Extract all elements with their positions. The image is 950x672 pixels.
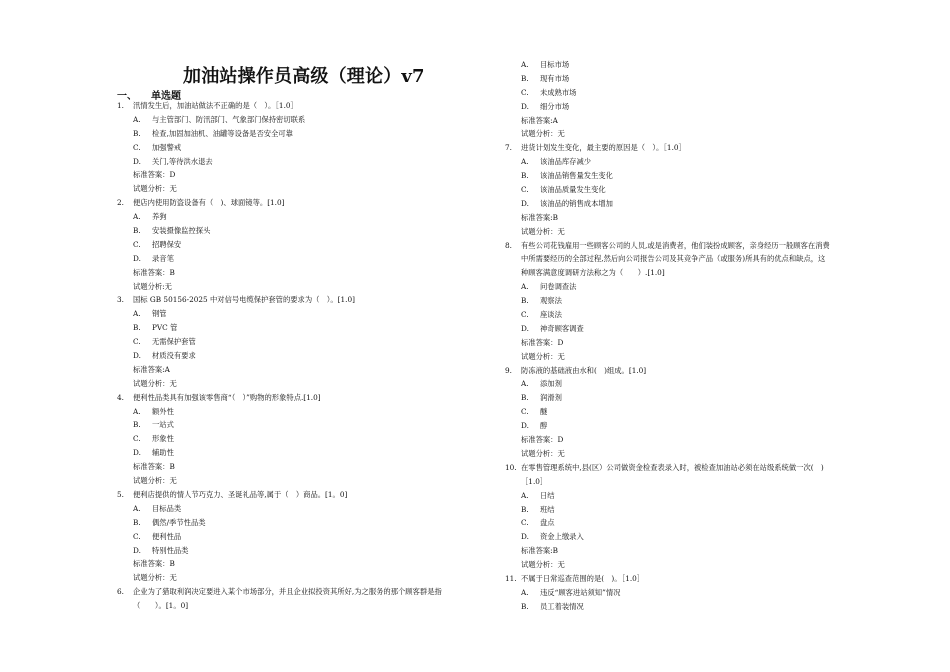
- question-stem: [117, 293, 517, 307]
- option-text: 醇: [540, 421, 548, 431]
- option-letter: B.: [133, 323, 141, 333]
- option-letter: C.: [521, 518, 529, 528]
- option-text: 材质没有要求: [152, 351, 196, 361]
- question-text: 企业为了猎取利润决定要进入某个市场部分，并且企业拟投资其所好,为之服务的那个顾客群是指: [133, 587, 442, 597]
- answer-option: [117, 210, 517, 224]
- answer-option: [117, 544, 517, 558]
- option-text: 现有市场: [540, 73, 570, 83]
- option-text: 观察法: [540, 296, 562, 306]
- question-number: 11.: [505, 573, 517, 583]
- answer-option: [117, 418, 517, 432]
- answer-meta: 试题分析：无: [133, 476, 177, 486]
- option-text: 该油品库存减少: [540, 157, 592, 167]
- option-letter: C.: [133, 434, 141, 444]
- answer-option: [505, 100, 905, 114]
- option-text: 录音笔: [152, 253, 174, 263]
- option-text: 与主管部门、防汛部门、气象部门保持密切联系: [152, 114, 306, 124]
- answer-meta: 标准答案：D: [521, 435, 564, 445]
- answer-option: [505, 72, 905, 86]
- option-letter: D.: [133, 351, 141, 361]
- option-letter: C.: [521, 310, 529, 320]
- option-text: 偶然/季节性品类: [152, 517, 206, 527]
- option-text: 该油品质量发生变化: [540, 185, 606, 195]
- question-number: 6.: [117, 587, 124, 597]
- option-letter: B.: [521, 504, 529, 514]
- question-stem: [505, 141, 905, 155]
- answer-option: [117, 155, 517, 169]
- question-number: 2.: [117, 198, 124, 208]
- answer-option: [505, 377, 905, 391]
- question-text: 便店内使用防盗设备有（ )、球面镜等。[1.0]: [133, 198, 285, 208]
- section-title: 单选题: [151, 91, 181, 102]
- answer-option: [117, 432, 517, 446]
- answer-option: [117, 335, 517, 349]
- answer-meta: 标准答案：B: [133, 462, 175, 472]
- answer-option: [505, 489, 905, 503]
- option-letter: A.: [521, 490, 529, 500]
- answer-option: [117, 349, 517, 363]
- question-stem: [117, 196, 517, 210]
- answer-meta: 标准答案:B: [521, 546, 559, 556]
- answer-option: [117, 141, 517, 155]
- option-letter: B.: [521, 171, 529, 181]
- option-text: 招聘保安: [152, 239, 182, 249]
- question-text: 在零售管理系统中,县(区）公司做资金检查表录入时，被检查加油站必须在站级系统做一次( ): [521, 462, 824, 472]
- left-column: [117, 99, 517, 613]
- answer-option: [505, 58, 905, 72]
- option-text: 添加剂: [540, 379, 562, 389]
- option-letter: C.: [521, 407, 529, 417]
- right-column: [505, 58, 905, 614]
- option-text: 未成熟市场: [540, 87, 577, 97]
- option-letter: C.: [133, 142, 141, 152]
- option-letter: A.: [521, 157, 529, 167]
- option-letter: D.: [521, 421, 529, 431]
- answer-meta: 标准答案：B: [133, 267, 175, 277]
- option-text: 润滑剂: [540, 393, 562, 403]
- option-text: 目标品类: [152, 503, 182, 513]
- question-stem: [117, 391, 517, 405]
- answer-meta: 标准答案:A: [133, 364, 170, 374]
- option-letter: C.: [133, 239, 141, 249]
- option-text: 员工着装情况: [540, 601, 584, 611]
- answer-option: [505, 419, 905, 433]
- option-letter: C.: [133, 531, 141, 541]
- answer-meta: 试题分析：无: [521, 560, 565, 570]
- option-letter: D.: [133, 253, 141, 263]
- option-letter: B.: [521, 296, 529, 306]
- question-text: 便利店提供的情人节巧克力、圣诞礼品等,属于（ ）商品。[1。0]: [133, 489, 348, 499]
- question-stem: [117, 585, 517, 599]
- question-text: 不属于日常巡查范围的是( )。［1.0］: [521, 573, 645, 583]
- option-letter: B.: [133, 517, 141, 527]
- option-text: 形象性: [152, 434, 174, 444]
- question-text: 有些公司花钱雇用一些顾客公司的人员,或是消费者，他们装扮成顾客，亲身经历一般顾客在消费: [521, 240, 830, 250]
- question-stem: [117, 99, 517, 113]
- answer-option: [117, 224, 517, 238]
- option-text: 资金上缴录入: [540, 532, 584, 542]
- answer-meta: 标准答案：B: [133, 559, 175, 569]
- option-letter: D.: [521, 101, 529, 111]
- question-text: 便利性品类具有加强该零售商“（ ）”购物的形象特点.[1.0]: [133, 392, 321, 402]
- answer-option: [505, 86, 905, 100]
- question-number: 8.: [505, 240, 512, 250]
- answer-option: [505, 280, 905, 294]
- question-text: 防冻液的基础液由水和( )组成。[1.0]: [521, 365, 647, 375]
- option-letter: A.: [133, 309, 141, 319]
- option-text: 细分市场: [540, 101, 570, 111]
- option-letter: D.: [521, 198, 529, 208]
- option-letter: B.: [133, 226, 141, 236]
- question-number: 9.: [505, 365, 512, 375]
- option-text: 班结: [540, 504, 555, 514]
- option-text: 违反“顾客进站须知”情况: [540, 587, 621, 597]
- answer-option: [117, 502, 517, 516]
- answer-meta: 标准答案：D: [521, 337, 564, 347]
- option-text: 该油品销售量发生变化: [540, 171, 613, 181]
- option-letter: B.: [133, 128, 141, 138]
- question-continuation: 中所需要经历的全部过程,然后向公司报告公司及其竞争产品（或服务)所具有的优点和缺点，这: [521, 254, 826, 264]
- answer-option: [505, 586, 905, 600]
- option-text: 关门,等待洪水退去: [152, 156, 213, 166]
- option-text: 该油品的销售成本增加: [540, 198, 613, 208]
- answer-meta: 试题分析：无: [521, 448, 565, 458]
- question-text: 进货计划发生变化，最主要的原因是（ ）。［1.0］: [521, 143, 686, 153]
- question-number: 3.: [117, 295, 124, 305]
- option-text: 醚: [540, 407, 548, 417]
- answer-meta: 试题分析：无: [521, 351, 565, 361]
- question-stem: [505, 461, 905, 475]
- question-stem: [505, 364, 905, 378]
- option-letter: A.: [133, 212, 141, 222]
- option-text: 无需保护套管: [152, 337, 196, 347]
- answer-option: [505, 308, 905, 322]
- question-continuation: 种顾客满意度调研方法称之为（ ）.[1.0]: [521, 268, 665, 278]
- option-text: 一站式: [152, 420, 174, 430]
- option-letter: C.: [521, 87, 529, 97]
- option-letter: A.: [133, 114, 141, 124]
- question-continuation: ［1.0］: [521, 476, 548, 486]
- question-number: 7.: [505, 143, 512, 153]
- option-text: 日结: [540, 490, 555, 500]
- answer-meta: 标准答案:A: [521, 115, 558, 125]
- answer-option: [505, 155, 905, 169]
- answer-option: [505, 503, 905, 517]
- option-letter: D.: [521, 532, 529, 542]
- answer-meta: 试题分析：无: [133, 573, 177, 583]
- question-text: 国标 GB 50156-2025 中对信号电缆保护套管的要求为（ ）。[1.0]: [133, 295, 355, 305]
- option-text: 目标市场: [540, 60, 570, 69]
- answer-meta: 标准答案：D: [133, 170, 176, 180]
- option-letter: D.: [133, 448, 141, 458]
- option-text: 问卷调查法: [540, 282, 577, 292]
- answer-meta: 标准答案:B: [521, 212, 559, 222]
- answer-meta: 试题分析:无: [133, 281, 172, 291]
- answer-option: [117, 238, 517, 252]
- answer-option: [505, 197, 905, 211]
- answer-option: [117, 252, 517, 266]
- answer-meta: 试题分析：无: [521, 226, 565, 236]
- option-letter: D.: [133, 545, 141, 555]
- option-text: 钢管: [152, 309, 167, 319]
- option-letter: A.: [133, 503, 141, 513]
- option-text: 养狗: [152, 212, 167, 222]
- question-stem: [505, 572, 905, 586]
- section-number: 一、: [117, 91, 137, 102]
- option-text: 特别性品类: [152, 545, 189, 555]
- option-letter: B.: [521, 393, 529, 403]
- answer-option: [117, 530, 517, 544]
- question-number: 10.: [505, 462, 517, 472]
- option-text: 检查,加固加油机、油罐等设备是否安全可靠: [152, 128, 293, 138]
- answer-option: [505, 183, 905, 197]
- answer-option: [505, 516, 905, 530]
- answer-option: [117, 516, 517, 530]
- answer-option: [117, 307, 517, 321]
- option-letter: B.: [521, 601, 529, 611]
- option-letter: B.: [133, 420, 141, 430]
- question-number: 1.: [117, 101, 124, 110]
- option-letter: C.: [133, 337, 141, 347]
- option-letter: C.: [521, 185, 529, 195]
- answer-option: [505, 169, 905, 183]
- question-text: 汛情发生后，加油站做法不正确的是（ ）。［1.0］: [133, 101, 298, 110]
- answer-option: [505, 530, 905, 544]
- option-text: 额外性: [152, 406, 174, 416]
- option-letter: D.: [521, 323, 529, 333]
- answer-option: [505, 391, 905, 405]
- question-number: 4.: [117, 392, 124, 402]
- option-text: PVC 管: [152, 323, 178, 333]
- question-stem: [117, 488, 517, 502]
- option-text: 加强警戒: [152, 142, 182, 152]
- answer-option: [117, 113, 517, 127]
- answer-option: [505, 405, 905, 419]
- option-text: 便利性品: [152, 531, 182, 541]
- answer-option: [505, 294, 905, 308]
- answer-option: [505, 600, 905, 614]
- option-letter: A.: [521, 379, 529, 389]
- answer-option: [117, 405, 517, 419]
- document-title: 加油站操作员高级（理论）v7: [183, 66, 425, 87]
- answer-option: [117, 446, 517, 460]
- answer-option: [505, 322, 905, 336]
- answer-meta: 试题分析：无: [133, 378, 177, 388]
- option-text: 辅助性: [152, 448, 174, 458]
- answer-option: [117, 321, 517, 335]
- question-continuation: （ ）。[1。0]: [133, 601, 189, 611]
- option-letter: A.: [133, 406, 141, 416]
- option-letter: A.: [521, 282, 529, 292]
- question-stem: [505, 239, 905, 253]
- answer-option: [117, 127, 517, 141]
- option-text: 神奇顾客调查: [540, 323, 584, 333]
- option-letter: D.: [133, 156, 141, 166]
- option-letter: A.: [521, 60, 529, 69]
- answer-meta: 试题分析：无: [521, 129, 565, 139]
- option-letter: A.: [521, 587, 529, 597]
- answer-meta: 试题分析：无: [133, 184, 177, 194]
- question-number: 5.: [117, 489, 124, 499]
- option-text: 盘点: [540, 518, 555, 528]
- option-text: 安装摄像监控探头: [152, 226, 211, 236]
- option-text: 座谈法: [540, 310, 562, 320]
- option-letter: B.: [521, 73, 529, 83]
